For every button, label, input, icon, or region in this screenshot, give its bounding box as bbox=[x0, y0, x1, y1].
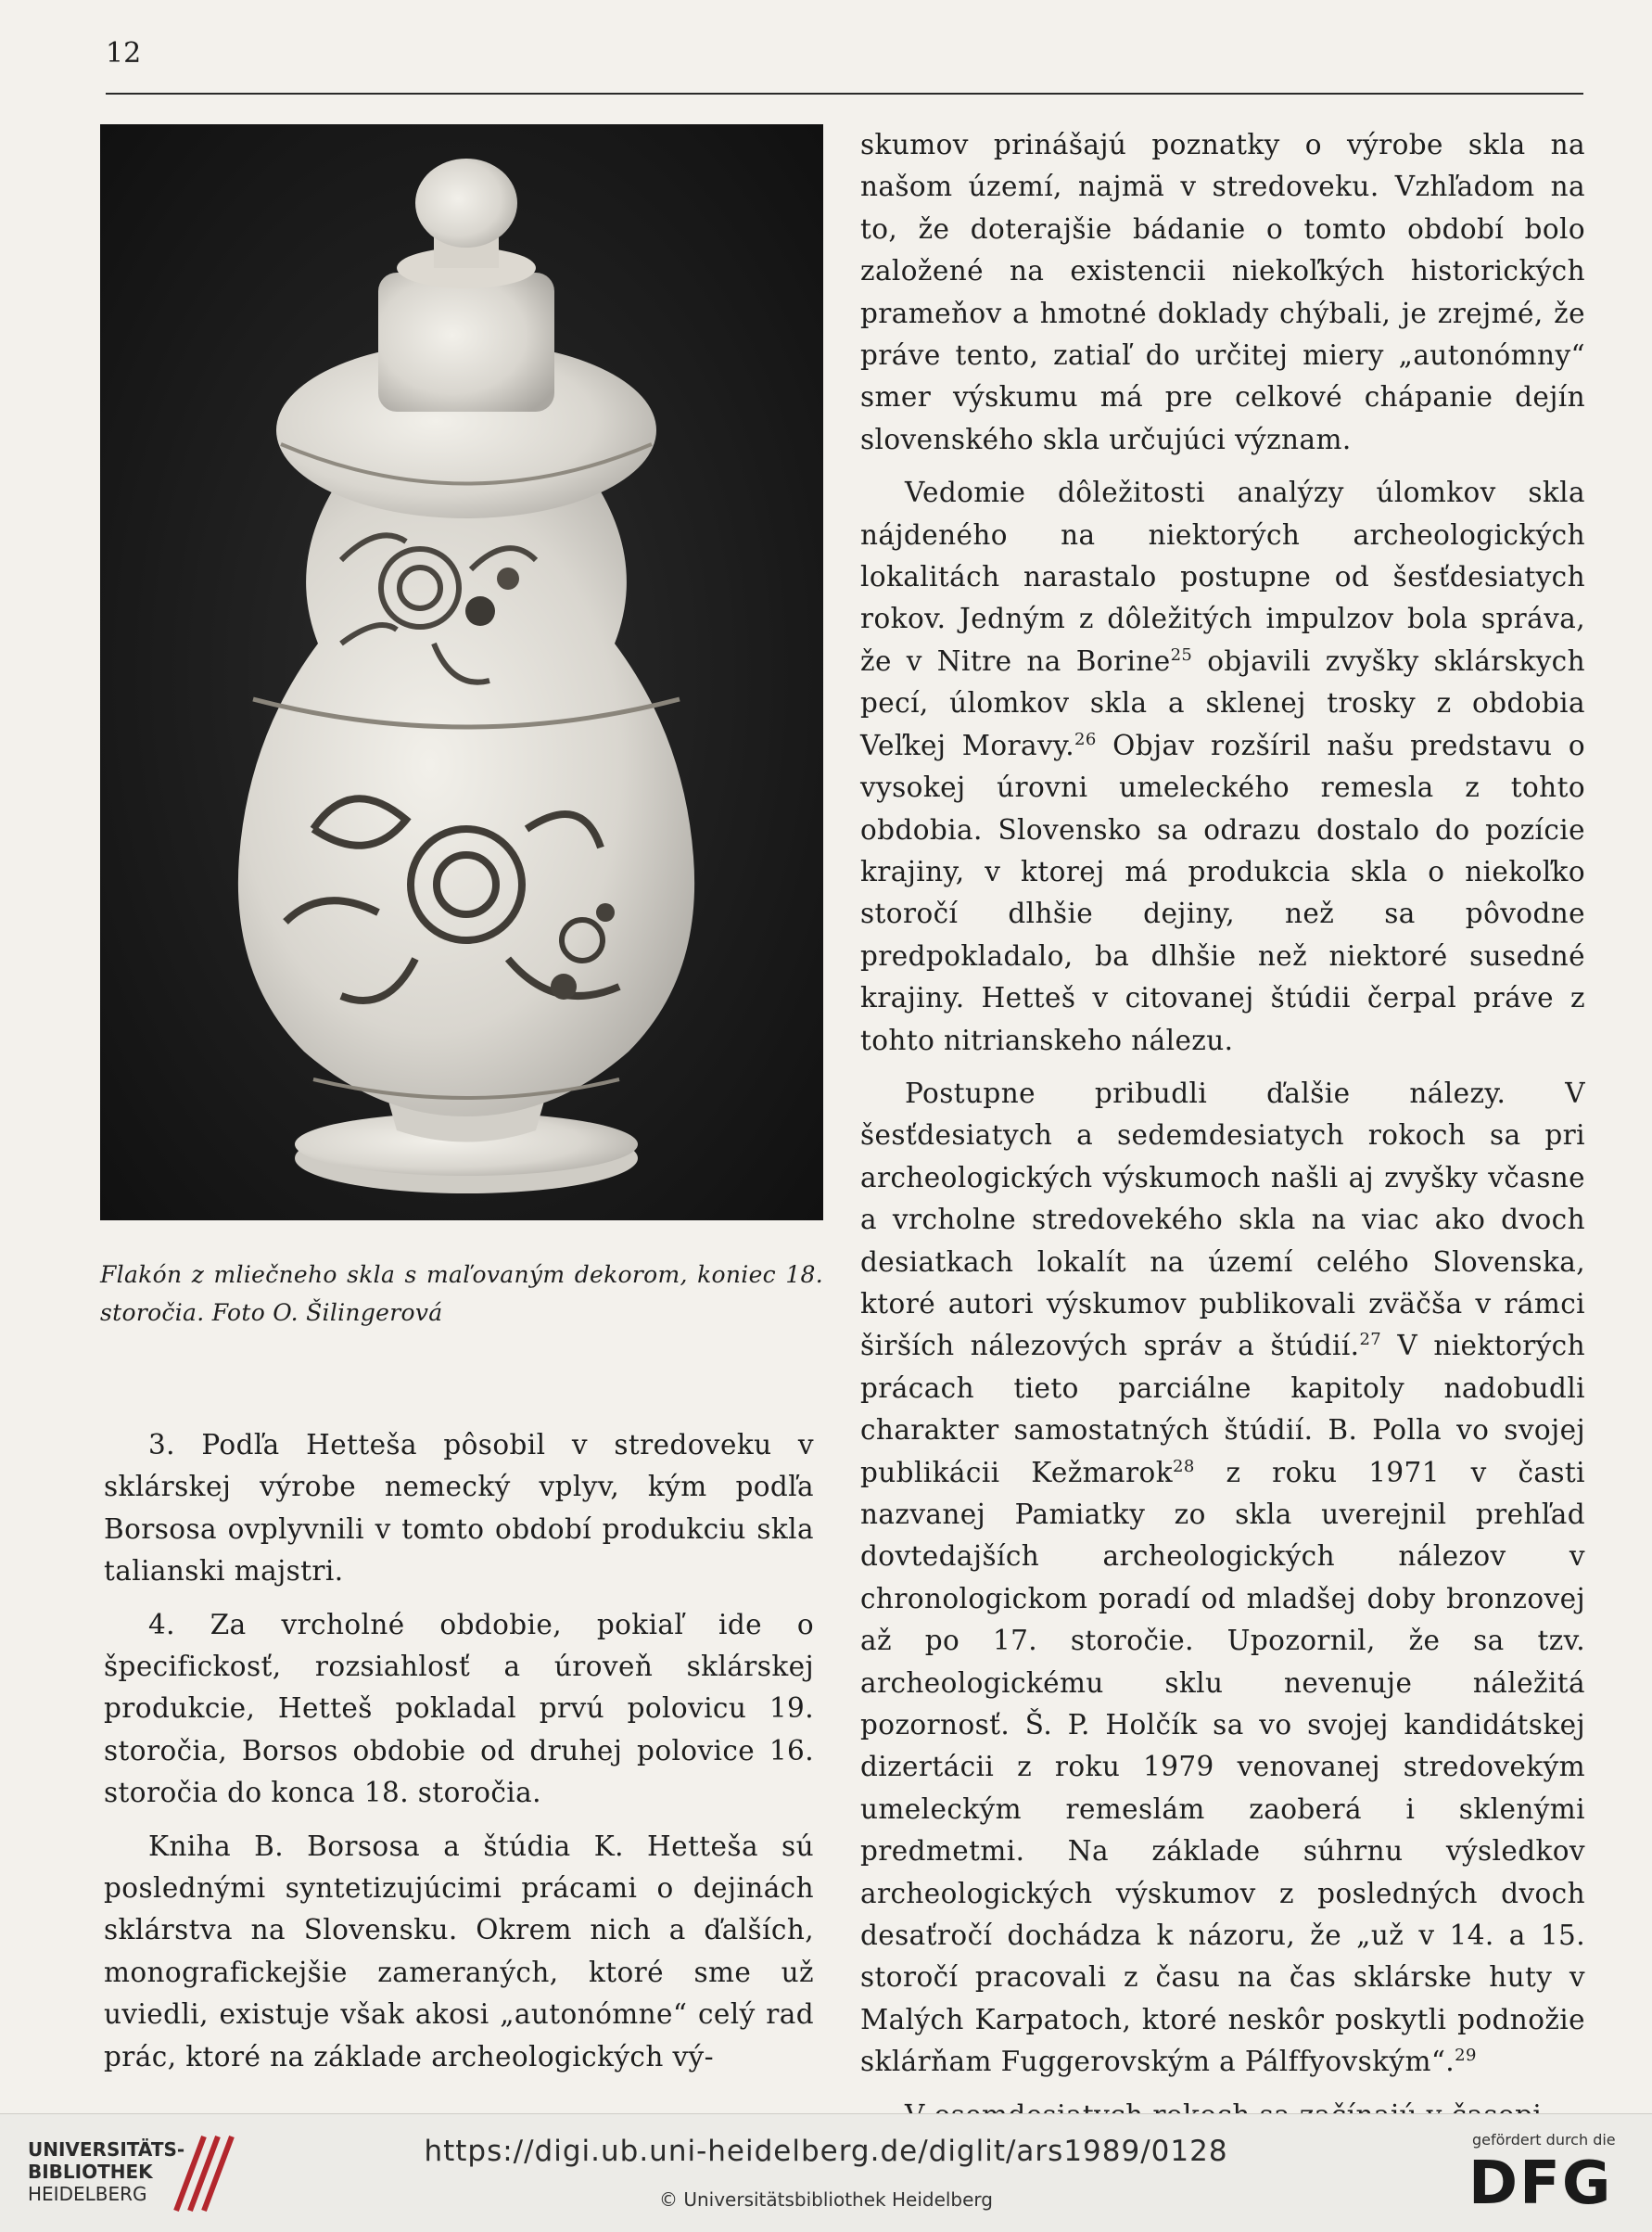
text-segment: Vedomie dôležitosti analýzy úlomkov skla nájdeného na niektorých archeologických lokalitách narastalo postupne od šesťdesiatych rokov. Jedným z dôležitých impulzov bola správa, že v Nitre na Borine bbox=[860, 477, 1585, 677]
right-text-column bbox=[860, 124, 1585, 2148]
footnote-ref[interactable]: 27 bbox=[1359, 1330, 1382, 1350]
paragraph: 3. Podľa Hetteša pôsobil v stredoveku v sklárskej výrobe nemecký vplyv, kým podľa Borsosa ovplyvnili v tomto období produkciu skla talianski majstri. bbox=[104, 1429, 814, 1588]
dfg-logo: DFG bbox=[1468, 2149, 1613, 2218]
text-segment: V niektorých prácach tieto parciálne kapitoly nadobudli charakter samostatných štúdií. B. Polla vo svojej publikácii Kežmarok bbox=[860, 1330, 1585, 1488]
footnote-ref[interactable]: 26 bbox=[1074, 729, 1097, 749]
text-segment: objavili zvyšky sklárskych pecí, úlomkov skla a sklenej trosky z obdobia Veľkej Moravy. bbox=[860, 644, 1585, 761]
page-number: 12 bbox=[106, 37, 142, 70]
funding-note: gefördert durch die bbox=[1472, 2131, 1616, 2149]
footnote-ref[interactable]: 28 bbox=[1172, 1456, 1195, 1476]
paragraph bbox=[860, 1073, 1585, 2084]
library-line: BIBLIOTHEK bbox=[28, 2161, 153, 2183]
footer-bar bbox=[0, 2113, 1652, 2232]
paragraph: skumov prinášajú poznatky o výrobe skla na našom území, najmä v stredoveku. Vzhľadom na to, že doterajšie bádanie o tomto období bolo založené na existencii niekoľkých historických prameňov a hmotné doklady chýbali, je zrejmé, že práve tento, zatiaľ do určitej miery „autonómny“ smer výskumu má pre celkové chápanie dejín slovenského skla určujúci význam. bbox=[860, 129, 1585, 455]
footnote-ref[interactable]: 29 bbox=[1455, 2046, 1477, 2066]
source-url-link[interactable]: https://digi.ub.uni-heidelberg.de/diglit/ars1989/0128 bbox=[424, 2135, 1228, 2168]
header-rule bbox=[106, 93, 1583, 95]
footnote-ref[interactable]: 25 bbox=[1170, 645, 1193, 666]
text-segment: z roku 1971 v časti nazvanej Pamiatky zo skla uverejnil prehľad dovtedajších archeologických nálezov v chronologickom poradí od mladšej doby bronzovej až po 17. storočie. Upozornil, že sa tzv. archeologickému sklu nevenuje náležitá pozornosť. Š. P. Holčík sa vo svojej kandidátskej dizertácii z roku 1979 venovanej stredovekým umeleckým remeslám zaoberá i sklenými predmetmi. Na základe súhrnu výsledkov archeologických výskumov z posledných dvoch desaťročí dochádza k názoru, že „už v 14. a 15. storočí pracovali z času na čas sklárske huty v Malých Karpatoch, ktoré neskôr poskytli podnožie sklárňam Fuggerovským a Pálffyovským“. bbox=[860, 1456, 1585, 2078]
text-segment: Objav rozšíril našu predstavu o vysokej úrovni umeleckého remesla z tohto obdobia. Slovensko sa odrazu dostalo do pozície krajiny, v ktorej má produkcia skla o niekoľko storočí dlhšie dejiny, než sa pôvodne predpokladalo, ba dlhšie než niektoré susedné krajiny. Hetteš v citovanej štúdii čerpal práve z tohto nitrianskeho nálezu. bbox=[860, 729, 1585, 1056]
vase-photograph bbox=[100, 124, 823, 1220]
paragraph: Kniha B. Borsosa a štúdia K. Hetteša sú poslednými syntetizujúcimi prácami o dejinách sklárstva na Slovensku. Okrem nich a ďalších, monografickejšie zameraných, ktoré sme už uviedli, existuje však akosi „autonómne“ celý rad prác, ktoré na základe archeologických vý- bbox=[104, 1830, 814, 2073]
paragraph: 4. Za vrcholné obdobie, pokiaľ ide o špecifickosť, rozsiahlosť a úroveň sklárskej produkcie, Hetteš pokladal prvú polovicu 19. storočia, Borsos obdobie od druhej polovice 16. storočia do konca 18. storočia. bbox=[104, 1608, 814, 1809]
figure-caption: Flakón z mliečneho skla s maľovaným dekorom, koniec 18. storočia. Foto O. Šilingerová bbox=[100, 1261, 823, 1326]
library-line: HEIDELBERG bbox=[28, 2183, 147, 2205]
text-segment: Postupne pribudli ďalšie nálezy. V šesťdesiatych a sedemdesiatych rokoch sa pri archeologických výskumoch našli aj zvyšky včasne a vrcholne stredovekého skla na viac ako dvoch desiatkach lokalít na území celého Slovenska, ktoré autori výskumov publikovali zväčša v rámci širších nálezových správ a štúdií. bbox=[860, 1077, 1585, 1362]
paragraph bbox=[860, 472, 1585, 1062]
left-text-column bbox=[104, 1424, 814, 2089]
library-line: UNIVERSITÄTS- bbox=[28, 2138, 185, 2161]
copyright-notice: © Universitätsbibliothek Heidelberg bbox=[658, 2188, 993, 2211]
